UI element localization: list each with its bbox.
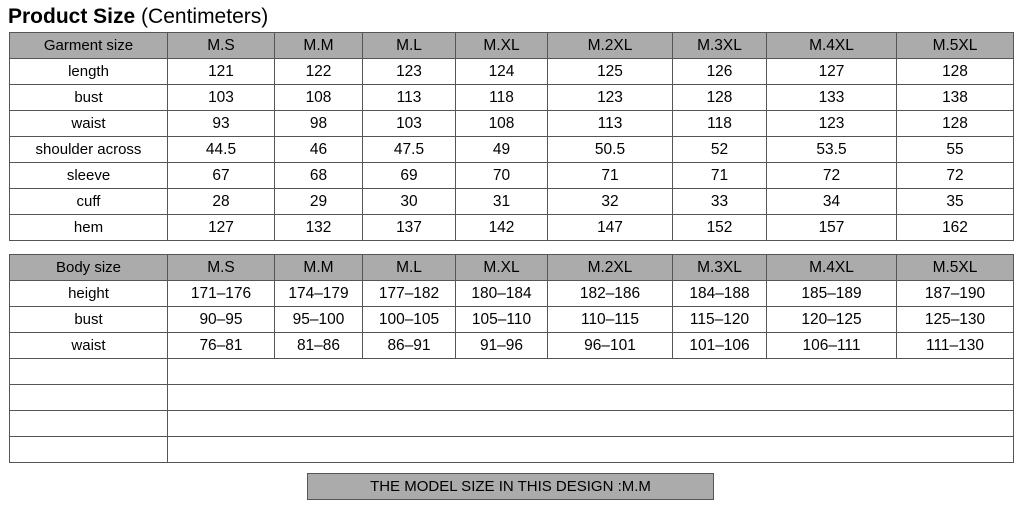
size-value-cell: 70 xyxy=(456,163,548,189)
size-value-cell: 162 xyxy=(897,215,1014,241)
size-value-cell: 108 xyxy=(275,85,363,111)
size-value-cell: 101–106 xyxy=(673,333,767,359)
empty-value-cell xyxy=(168,359,1014,385)
size-value-cell: 69 xyxy=(363,163,456,189)
row-label: cuff xyxy=(10,189,168,215)
size-value-cell: 123 xyxy=(363,59,456,85)
size-value-cell: 30 xyxy=(363,189,456,215)
size-value-cell: 100–105 xyxy=(363,307,456,333)
size-value-cell: 103 xyxy=(168,85,275,111)
size-value-cell: 128 xyxy=(673,85,767,111)
table-row xyxy=(10,59,1014,85)
size-value-cell: 72 xyxy=(897,163,1014,189)
size-column-header: M.5XL xyxy=(897,33,1014,59)
size-column-header: M.XL xyxy=(456,33,548,59)
row-label: bust xyxy=(10,307,168,333)
size-value-cell: 133 xyxy=(767,85,897,111)
table-row xyxy=(10,85,1014,111)
row-label: height xyxy=(10,281,168,307)
size-value-cell: 123 xyxy=(548,85,673,111)
size-value-cell: 108 xyxy=(456,111,548,137)
size-column-header: M.L xyxy=(363,255,456,281)
garment-size-table xyxy=(9,32,1014,241)
size-value-cell: 67 xyxy=(168,163,275,189)
size-value-cell: 182–186 xyxy=(548,281,673,307)
empty-label-cell xyxy=(10,437,168,463)
size-value-cell: 147 xyxy=(548,215,673,241)
size-value-cell: 113 xyxy=(548,111,673,137)
size-value-cell: 157 xyxy=(767,215,897,241)
size-value-cell: 96–101 xyxy=(548,333,673,359)
size-value-cell: 118 xyxy=(673,111,767,137)
size-value-cell: 103 xyxy=(363,111,456,137)
table-row xyxy=(10,137,1014,163)
size-value-cell: 33 xyxy=(673,189,767,215)
size-value-cell: 34 xyxy=(767,189,897,215)
table-row xyxy=(10,111,1014,137)
size-value-cell: 47.5 xyxy=(363,137,456,163)
table-row xyxy=(10,163,1014,189)
table-row xyxy=(10,215,1014,241)
table-row xyxy=(10,307,1014,333)
size-value-cell: 125–130 xyxy=(897,307,1014,333)
size-column-header: M.L xyxy=(363,33,456,59)
row-label: bust xyxy=(10,85,168,111)
size-column-header: M.M xyxy=(275,255,363,281)
size-value-cell: 49 xyxy=(456,137,548,163)
empty-row xyxy=(10,411,1014,437)
size-value-cell: 86–91 xyxy=(363,333,456,359)
size-value-cell: 142 xyxy=(456,215,548,241)
size-column-header: M.XL xyxy=(456,255,548,281)
size-value-cell: 46 xyxy=(275,137,363,163)
size-value-cell: 68 xyxy=(275,163,363,189)
size-value-cell: 124 xyxy=(456,59,548,85)
size-value-cell: 76–81 xyxy=(168,333,275,359)
empty-value-cell xyxy=(168,437,1014,463)
size-value-cell: 128 xyxy=(897,59,1014,85)
size-column-header: M.5XL xyxy=(897,255,1014,281)
size-value-cell: 106–111 xyxy=(767,333,897,359)
page-title-unit: (Centimeters) xyxy=(141,5,269,28)
empty-value-cell xyxy=(168,385,1014,411)
size-value-cell: 29 xyxy=(275,189,363,215)
size-column-header: M.S xyxy=(168,255,275,281)
size-value-cell: 81–86 xyxy=(275,333,363,359)
empty-row xyxy=(10,437,1014,463)
table-row xyxy=(10,281,1014,307)
empty-row xyxy=(10,385,1014,411)
row-label: length xyxy=(10,59,168,85)
size-column-header: M.4XL xyxy=(767,255,897,281)
size-column-header: M.S xyxy=(168,33,275,59)
size-value-cell: 138 xyxy=(897,85,1014,111)
size-value-cell: 31 xyxy=(456,189,548,215)
size-value-cell: 105–110 xyxy=(456,307,548,333)
size-value-cell: 72 xyxy=(767,163,897,189)
size-value-cell: 125 xyxy=(548,59,673,85)
garment-header-row xyxy=(10,33,1014,59)
size-value-cell: 152 xyxy=(673,215,767,241)
page-title-main: Product Size xyxy=(8,5,136,28)
size-value-cell: 90–95 xyxy=(168,307,275,333)
row-label: shoulder across xyxy=(10,137,168,163)
body-header-label: Body size xyxy=(10,255,168,281)
size-value-cell: 71 xyxy=(673,163,767,189)
size-value-cell: 52 xyxy=(673,137,767,163)
size-column-header: M.2XL xyxy=(548,33,673,59)
size-value-cell: 121 xyxy=(168,59,275,85)
page-title xyxy=(8,4,268,30)
size-value-cell: 53.5 xyxy=(767,137,897,163)
size-value-cell: 95–100 xyxy=(275,307,363,333)
size-value-cell: 171–176 xyxy=(168,281,275,307)
empty-label-cell xyxy=(10,385,168,411)
size-value-cell: 177–182 xyxy=(363,281,456,307)
size-value-cell: 184–188 xyxy=(673,281,767,307)
size-value-cell: 55 xyxy=(897,137,1014,163)
body-header-row xyxy=(10,255,1014,281)
row-label: hem xyxy=(10,215,168,241)
size-value-cell: 128 xyxy=(897,111,1014,137)
size-value-cell: 93 xyxy=(168,111,275,137)
empty-value-cell xyxy=(168,411,1014,437)
size-column-header: M.M xyxy=(275,33,363,59)
size-value-cell: 110–115 xyxy=(548,307,673,333)
size-value-cell: 111–130 xyxy=(897,333,1014,359)
size-value-cell: 127 xyxy=(767,59,897,85)
size-value-cell: 50.5 xyxy=(548,137,673,163)
empty-row xyxy=(10,359,1014,385)
row-label: sleeve xyxy=(10,163,168,189)
size-value-cell: 123 xyxy=(767,111,897,137)
size-value-cell: 44.5 xyxy=(168,137,275,163)
empty-label-cell xyxy=(10,359,168,385)
size-value-cell: 115–120 xyxy=(673,307,767,333)
size-column-header: M.4XL xyxy=(767,33,897,59)
row-label: waist xyxy=(10,111,168,137)
size-value-cell: 185–189 xyxy=(767,281,897,307)
size-value-cell: 35 xyxy=(897,189,1014,215)
size-value-cell: 71 xyxy=(548,163,673,189)
table-row xyxy=(10,189,1014,215)
size-value-cell: 174–179 xyxy=(275,281,363,307)
size-value-cell: 187–190 xyxy=(897,281,1014,307)
size-value-cell: 122 xyxy=(275,59,363,85)
size-column-header: M.3XL xyxy=(673,255,767,281)
size-value-cell: 132 xyxy=(275,215,363,241)
size-value-cell: 113 xyxy=(363,85,456,111)
size-value-cell: 126 xyxy=(673,59,767,85)
size-value-cell: 180–184 xyxy=(456,281,548,307)
table-row xyxy=(10,333,1014,359)
size-value-cell: 137 xyxy=(363,215,456,241)
empty-label-cell xyxy=(10,411,168,437)
size-value-cell: 28 xyxy=(168,189,275,215)
size-value-cell: 91–96 xyxy=(456,333,548,359)
body-size-table xyxy=(9,254,1014,463)
size-value-cell: 120–125 xyxy=(767,307,897,333)
garment-header-label: Garment size xyxy=(10,33,168,59)
size-value-cell: 127 xyxy=(168,215,275,241)
size-value-cell: 118 xyxy=(456,85,548,111)
size-value-cell: 32 xyxy=(548,189,673,215)
size-value-cell: 98 xyxy=(275,111,363,137)
size-column-header: M.2XL xyxy=(548,255,673,281)
model-size-banner: THE MODEL SIZE IN THIS DESIGN :M.M xyxy=(307,473,714,500)
row-label: waist xyxy=(10,333,168,359)
size-column-header: M.3XL xyxy=(673,33,767,59)
